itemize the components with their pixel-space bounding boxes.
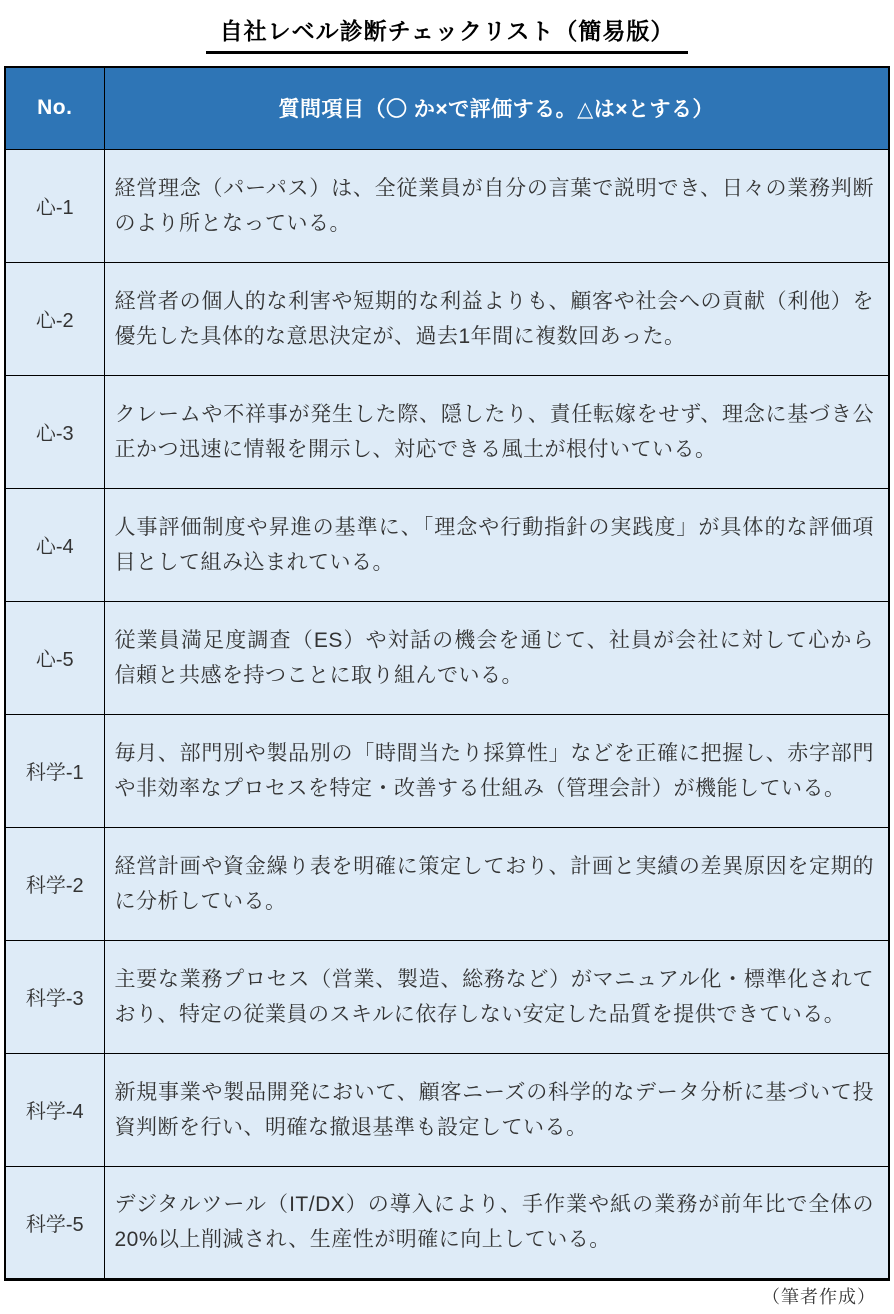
row-question: 主要な業務プロセス（営業、製造、総務など）がマニュアル化・標準化されており、特定の従業員のスキルに依存しない安定した品質を提供できている。: [104, 940, 889, 1053]
table-row: [5, 1166, 889, 1279]
row-question: 従業員満足度調査（ES）や対話の機会を通じて、社員が会社に対して心から信頼と共感を持つことに取り組んでいる。: [104, 601, 889, 714]
row-question: 経営計画や資金繰り表を明確に策定しており、計画と実績の差異原因を定期的に分析している。: [104, 827, 889, 940]
row-no: 心-1: [5, 149, 104, 262]
row-question: 新規事業や製品開発において、顧客ニーズの科学的なデータ分析に基づいて投資判断を行い、明確な撤退基準も設定している。: [104, 1053, 889, 1166]
table-row: [5, 827, 889, 940]
row-no: 科学-2: [5, 827, 104, 940]
table-body: [5, 149, 889, 1279]
row-no: 心-3: [5, 375, 104, 488]
table-row: [5, 940, 889, 1053]
row-no: 科学-4: [5, 1053, 104, 1166]
row-question: 毎月、部門別や製品別の「時間当たり採算性」などを正確に把握し、赤字部門や非効率なプロセスを特定・改善する仕組み（管理会計）が機能している。: [104, 714, 889, 827]
row-question: クレームや不祥事が発生した際、隠したり、責任転嫁をせず、理念に基づき公正かつ迅速に情報を開示し、対応できる風土が根付いている。: [104, 375, 889, 488]
table-row: [5, 375, 889, 488]
table-row: [5, 1053, 889, 1166]
header-cell-no: No.: [5, 67, 104, 149]
row-question: 人事評価制度や昇進の基準に、「理念や行動指針の実践度」が具体的な評価項目として組み込まれている。: [104, 488, 889, 601]
row-question: 経営者の個人的な利害や短期的な利益よりも、顧客や社会への貢献（利他）を優先した具体的な意思決定が、過去1年間に複数回あった。: [104, 262, 889, 375]
footer-note: （筆者作成）: [762, 1287, 876, 1307]
checklist-table: [4, 66, 890, 1281]
row-no: 科学-5: [5, 1166, 104, 1279]
row-no: 心-2: [5, 262, 104, 375]
row-no: 心-5: [5, 601, 104, 714]
table-row: [5, 488, 889, 601]
title-container: [0, 0, 894, 69]
row-question: 経営理念（パーパス）は、全従業員が自分の言葉で説明でき、日々の業務判断のより所となっている。: [104, 149, 889, 262]
row-no: 科学-3: [5, 940, 104, 1053]
table-row: [5, 149, 889, 262]
page-title: 自社レベル診断チェックリスト（簡易版）: [206, 13, 689, 54]
table-row: [5, 714, 889, 827]
row-no: 心-4: [5, 488, 104, 601]
row-question: デジタルツール（IT/DX）の導入により、手作業や紙の業務が前年比で全体の20%以上削減され、生産性が明確に向上している。: [104, 1166, 889, 1279]
row-no: 科学-1: [5, 714, 104, 827]
table-header-row: [5, 67, 889, 149]
table-row: [5, 601, 889, 714]
header-cell-question: 質問項目（〇 か×で評価する。△は×とする）: [104, 67, 889, 149]
table-row: [5, 262, 889, 375]
